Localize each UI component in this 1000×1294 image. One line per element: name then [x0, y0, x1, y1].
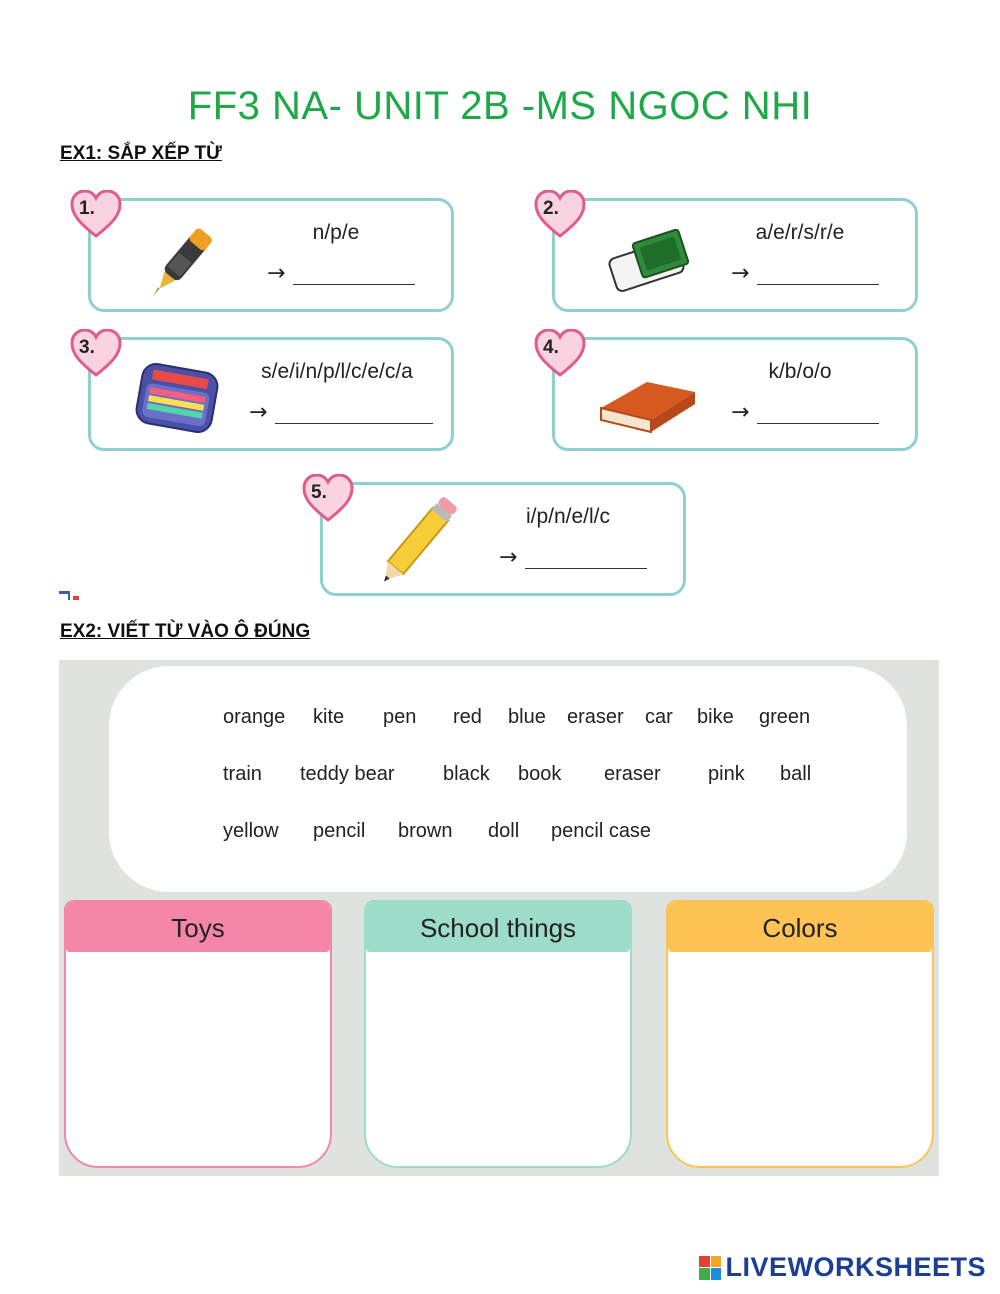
ex1-title: EX1: SẮP XẾP TỪ — [60, 143, 222, 164]
item-number: 2. — [543, 198, 559, 219]
word-item[interactable]: kite — [313, 706, 345, 728]
word-item[interactable]: ball — [780, 763, 812, 785]
word-item[interactable]: pink — [708, 763, 745, 785]
word-item[interactable]: train — [223, 763, 262, 785]
heart-badge-4 — [534, 329, 586, 377]
word-item[interactable]: pen — [383, 706, 417, 728]
scrambled-word: s/e/i/n/p/l/c/e/c/a — [261, 360, 413, 383]
exercise-card-5 — [320, 482, 686, 596]
category-header-colors: Colors — [668, 902, 932, 952]
word-item[interactable]: orange — [223, 706, 286, 728]
item-number: 3. — [79, 337, 95, 358]
heart-badge-5 — [302, 474, 354, 522]
word-item[interactable]: blue — [508, 706, 546, 728]
word-item[interactable]: black — [443, 763, 490, 785]
item-number: 4. — [543, 337, 559, 358]
word-item[interactable]: book — [518, 763, 562, 785]
scrambled-word: a/e/r/s/r/e — [755, 221, 845, 244]
answer-row — [731, 263, 879, 285]
word-bank — [109, 666, 907, 892]
scrambled-word: i/p/n/e/l/c — [525, 505, 611, 528]
word-item[interactable]: bike — [697, 706, 734, 728]
word-item[interactable]: pencil case — [551, 820, 652, 842]
book-icon — [595, 348, 705, 444]
brand-text: LIVEWORKSHEETS — [725, 1252, 986, 1282]
word-item[interactable]: car — [645, 706, 673, 728]
category-header-school-things: School things — [366, 902, 630, 952]
word-item[interactable]: eraser — [604, 763, 661, 785]
scrambled-word: k/b/o/o — [768, 360, 832, 383]
heart-badge-3 — [70, 329, 122, 377]
logo-mark-icon — [699, 1256, 721, 1280]
word-item[interactable]: eraser — [567, 706, 624, 728]
word-item[interactable]: red — [453, 706, 482, 728]
answer-input-1[interactable] — [293, 263, 415, 285]
small-mark-icon — [58, 589, 84, 601]
arrow-icon: → — [731, 261, 750, 286]
answer-input-4[interactable] — [757, 402, 879, 424]
fountain-pen-icon — [131, 209, 241, 305]
word-item[interactable]: teddy bear — [300, 763, 395, 785]
item-number: 5. — [311, 482, 327, 503]
category-box-school-things — [364, 900, 632, 1168]
category-box-colors — [666, 900, 934, 1168]
drop-zone-toys[interactable] — [66, 952, 330, 1166]
ex2-panel — [59, 660, 939, 1176]
eraser-icon — [595, 209, 705, 305]
drop-zone-colors[interactable] — [668, 952, 932, 1166]
item-number: 1. — [79, 198, 95, 219]
answer-input-5[interactable] — [525, 547, 647, 569]
scrambled-word: n/p/e — [312, 221, 360, 244]
arrow-icon: → — [731, 400, 750, 425]
answer-input-2[interactable] — [757, 263, 879, 285]
word-item[interactable]: brown — [398, 820, 453, 842]
word-item[interactable]: green — [759, 706, 811, 728]
word-item[interactable]: yellow — [223, 820, 279, 842]
category-header-toys: Toys — [66, 902, 330, 952]
pencil-case-icon — [131, 348, 241, 444]
word-item[interactable]: pencil — [313, 820, 366, 842]
ex2-title: EX2: VIẾT TỪ VÀO Ô ĐÚNG — [60, 621, 311, 642]
answer-input-3[interactable] — [275, 402, 433, 424]
word-item[interactable]: doll — [488, 820, 520, 842]
exercise-card-4 — [552, 337, 918, 451]
heart-badge-2 — [534, 190, 586, 238]
answer-row — [499, 547, 647, 569]
exercise-card-3 — [88, 337, 454, 451]
heart-badge-1 — [70, 190, 122, 238]
liveworksheets-logo — [699, 1252, 986, 1283]
category-box-toys — [64, 900, 332, 1168]
drop-zone-school-things[interactable] — [366, 952, 630, 1166]
arrow-icon: → — [267, 261, 286, 286]
page-title: FF3 NA- UNIT 2B -MS NGOC NHI — [187, 84, 813, 128]
exercise-card-2 — [552, 198, 918, 312]
exercise-card-1 — [88, 198, 454, 312]
answer-row — [267, 263, 415, 285]
arrow-icon: → — [249, 400, 268, 425]
answer-row — [731, 402, 879, 424]
pencil-icon — [363, 493, 473, 589]
arrow-icon: → — [499, 545, 518, 570]
answer-row — [249, 402, 433, 424]
